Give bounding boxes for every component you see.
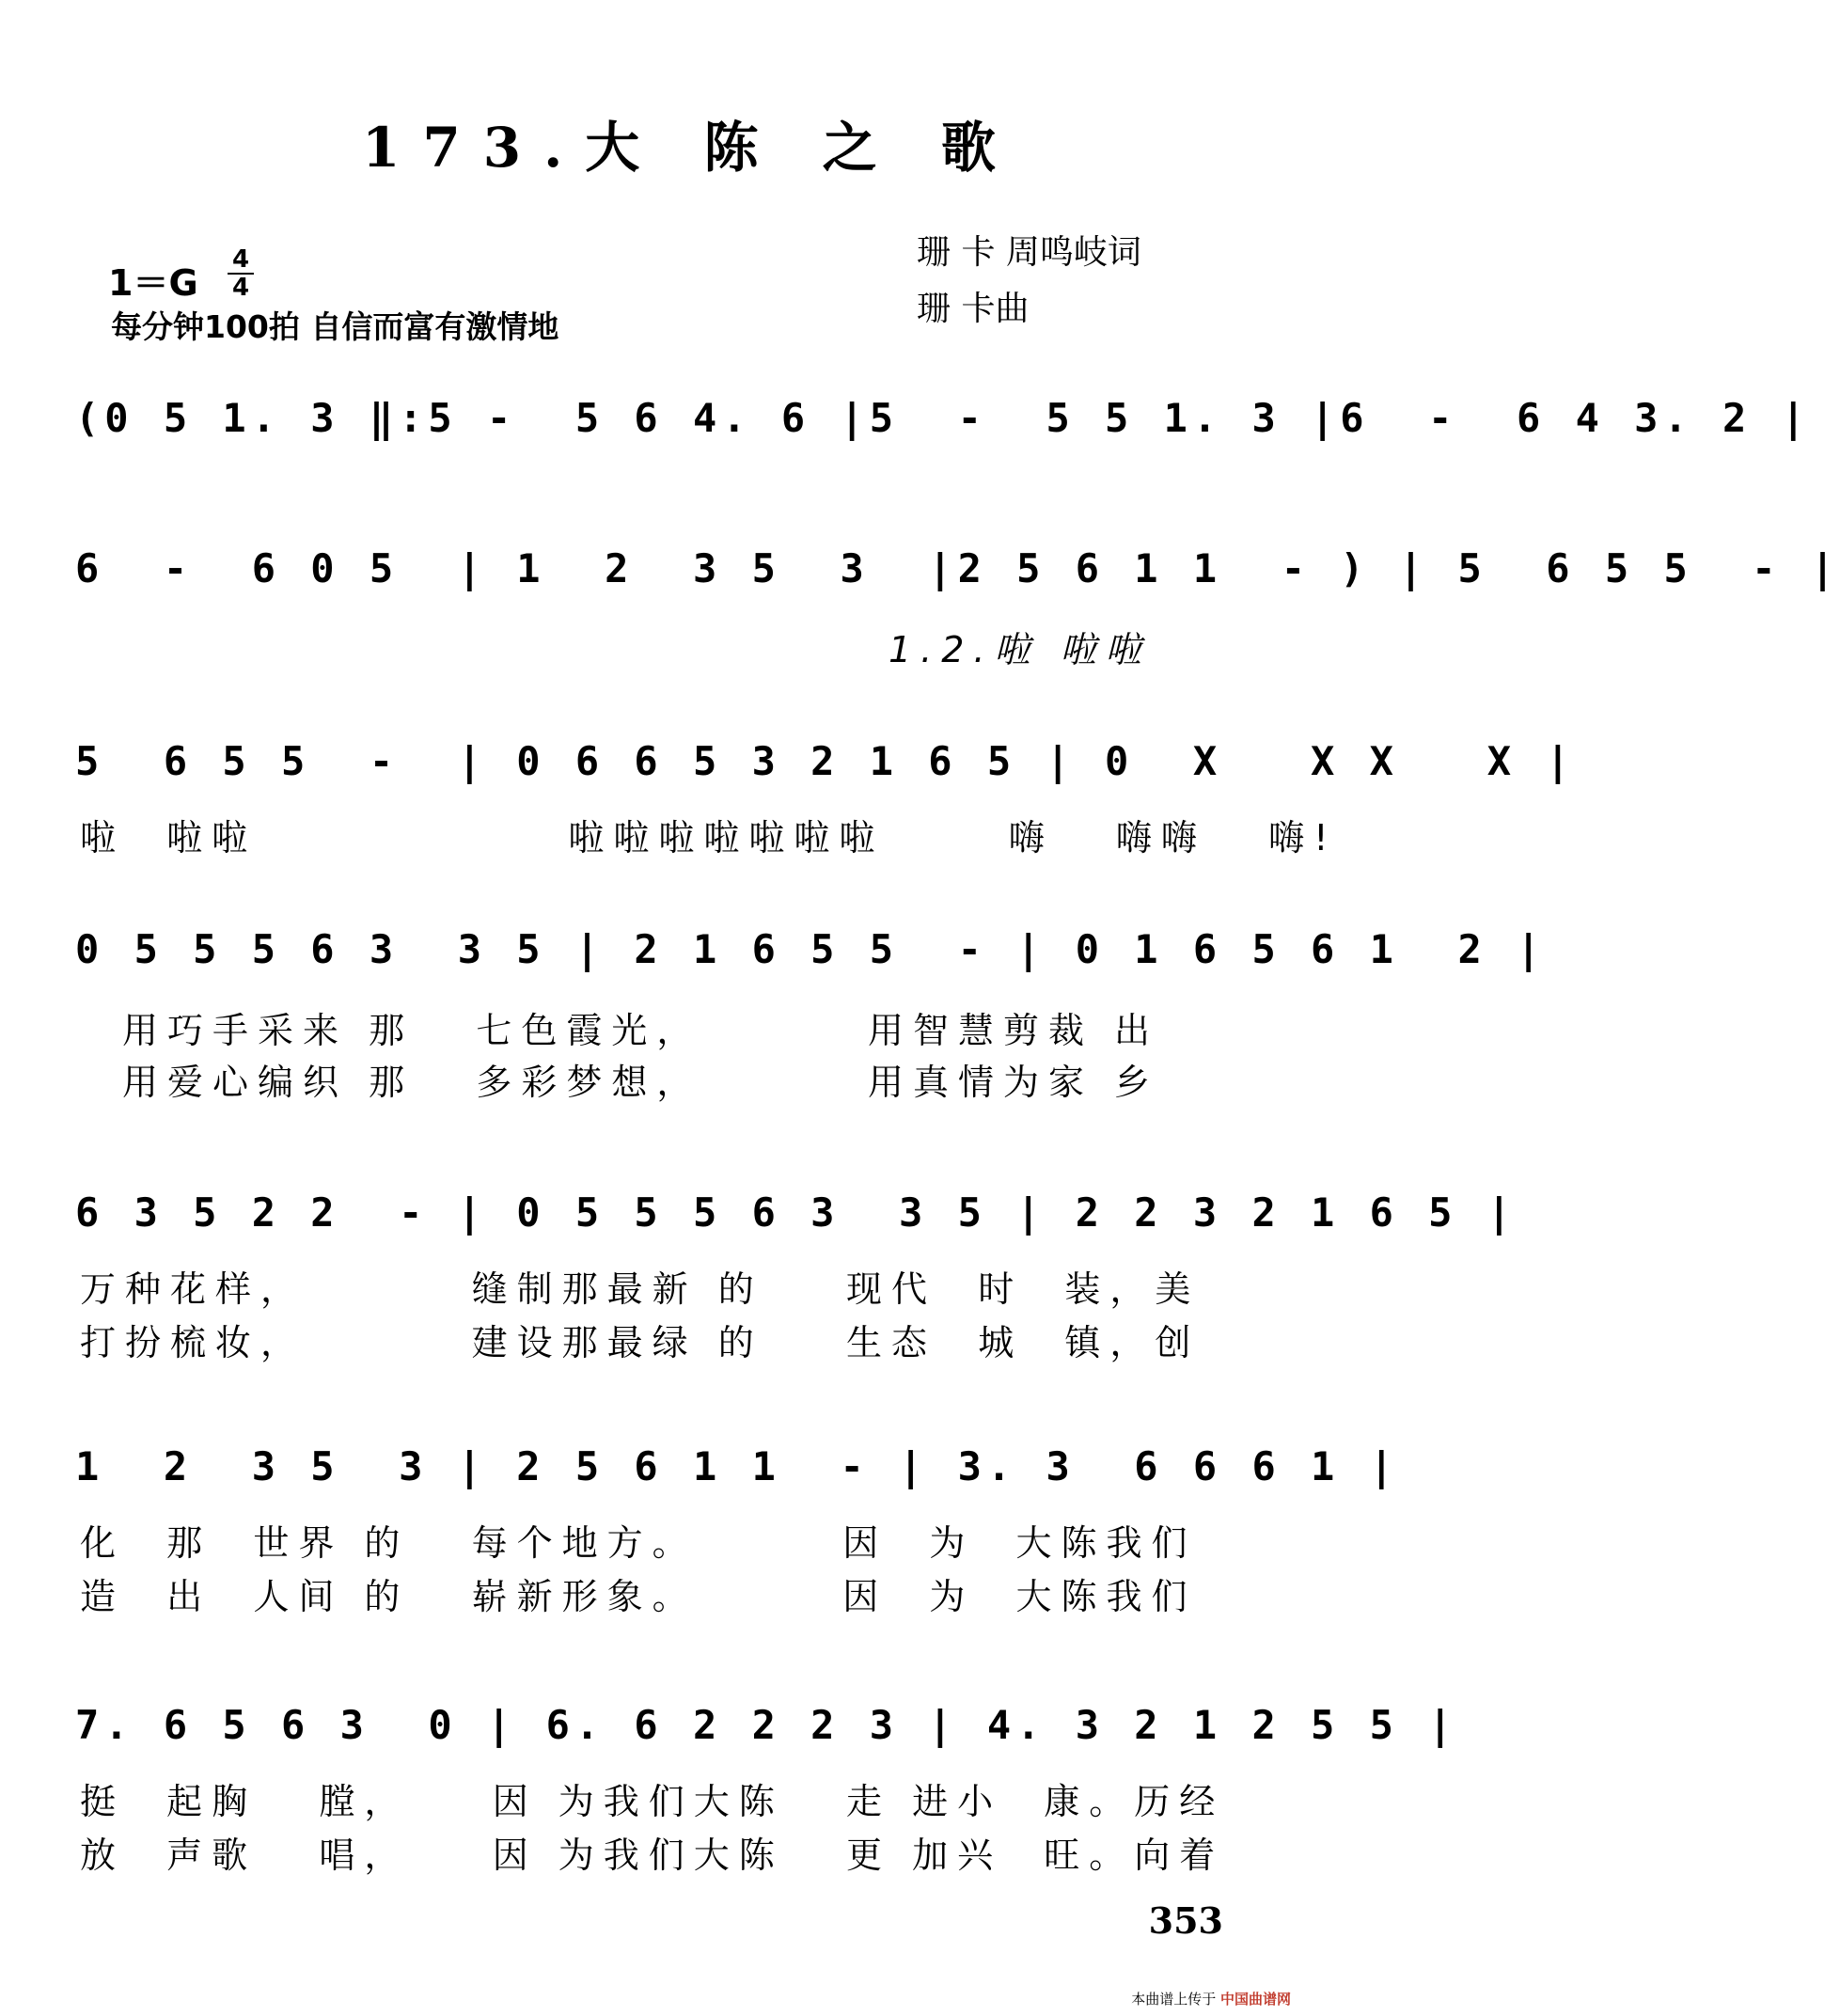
lyric-line: 1.2.啦 啦啦 — [889, 629, 1151, 670]
lyricist-credit: 珊 卡 周鸣岐词 — [917, 233, 1141, 272]
lyric-line-verse-1: 化 那 世界 的 每个地方。 因 为 大陈我们 — [80, 1522, 1197, 1564]
score-line: (0 5 1. 3 ‖:5 - 5 6 4. 6 |5 - 5 5 1. 3 |6 - 6 4 3. 2 | — [75, 395, 1811, 441]
score-line: 7. 6 5 6 3 0 | 6. 6 2 2 2 3 | 4. 3 2 1 2 5 5 | — [75, 1702, 1458, 1748]
score-line: 1 2 3 5 3 | 2 5 6 1 1 - | 3. 3 6 6 6 1 | — [75, 1443, 1399, 1489]
song-title: 173.大 陈 之 歌 — [362, 116, 1018, 180]
lyric-line-verse-2: 用爱心编织 那 多彩梦想， 用真情为家 乡 — [122, 1062, 1160, 1103]
lyric-line-verse-2: 造 出 人间 的 崭新形象。 因 为 大陈我们 — [80, 1576, 1197, 1617]
footer-text: 本曲谱上传于 — [1131, 1991, 1217, 2008]
lyric-line: 啦 啦啦 啦啦啦啦啦啦啦 嗨 嗨嗨 嗨! — [80, 817, 1338, 858]
lyric-line-verse-2: 放 声歌 唱， 因 为我们大陈 更 加兴 旺。向着 — [80, 1835, 1225, 1876]
lyric-line-verse-2: 打扮梳妆， 建设那最绿 的 生态 城 镇，创 — [80, 1322, 1201, 1363]
score-line: 6 - 6 0 5 | 1 2 3 5 3 |2 5 6 1 1 - ) | 5 6 5 5 - | — [75, 545, 1840, 591]
score-line: 5 6 5 5 - | 0 6 6 5 3 2 1 6 5 | 0 X X X X | — [75, 738, 1576, 784]
time-signature-bottom: 4 — [231, 274, 250, 302]
page-number: 353 — [1148, 1899, 1223, 1942]
score-line: 0 5 5 5 6 3 3 5 | 2 1 6 5 5 - | 0 1 6 5 6 1 2 | — [75, 926, 1547, 972]
key-signature: 1＝G — [108, 262, 198, 304]
lyric-line-verse-1: 万种花样， 缝制那最新 的 现代 时 装，美 — [80, 1268, 1201, 1310]
composer-credit: 珊 卡曲 — [917, 290, 1030, 328]
lyric-line-verse-1: 挺 起胸 膛， 因 为我们大陈 走 进小 康。历经 — [80, 1781, 1225, 1822]
time-signature — [228, 246, 254, 301]
score-line: 6 3 5 2 2 - | 0 5 5 5 6 3 3 5 | 2 2 3 2 1 6 5 | — [75, 1189, 1518, 1236]
time-signature-top: 4 — [231, 245, 250, 274]
tempo-marking: 每分钟100拍 自信而富有激情地 — [111, 308, 559, 345]
lyric-line-verse-1: 用巧手采来 那 七色霞光， 用智慧剪裁 出 — [122, 1010, 1160, 1051]
site-brand: 中国曲谱网 — [1219, 1991, 1291, 2008]
upload-footer — [1131, 1989, 1291, 2008]
